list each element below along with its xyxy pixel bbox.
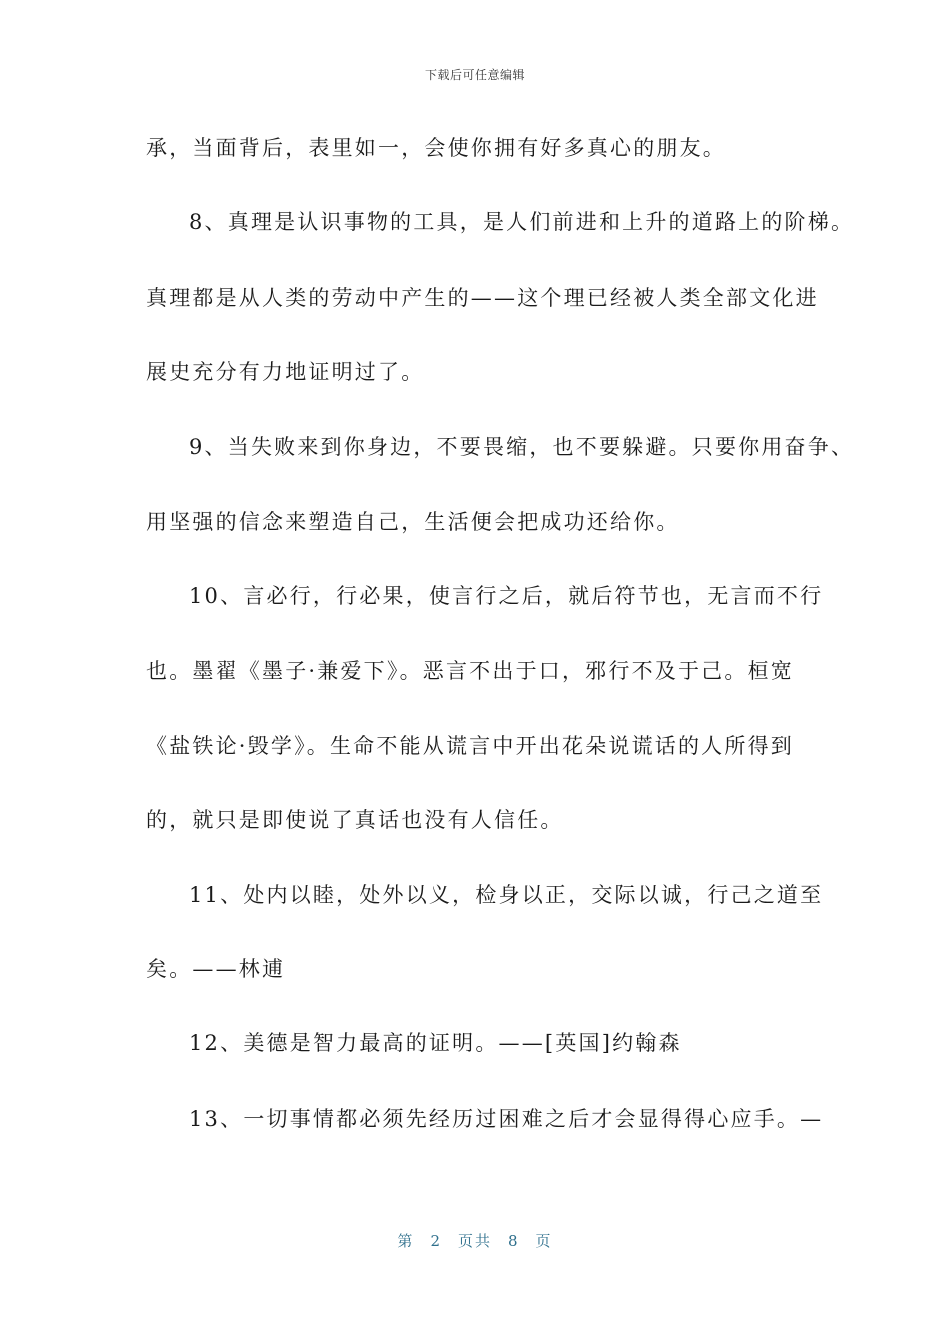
- text-line: 也。墨翟《墨子·兼爱下》。恶言不出于口，邪行不及于己。桓宽: [146, 659, 794, 683]
- text-line: 10、言必行，行必果，使言行之后，就后符节也，无言而不行: [189, 584, 824, 608]
- footer-suffix: 页: [535, 1232, 553, 1250]
- text-line: 9、当失败来到你身边，不要畏缩，也不要躲避。只要你用奋争、: [189, 435, 855, 459]
- text-line: 承，当面背后，表里如一，会使你拥有好多真心的朋友。: [146, 136, 726, 160]
- text-line: 13、一切事情都必须先经历过困难之后才会显得得心应手。—: [189, 1107, 824, 1131]
- page-footer: [0, 1230, 950, 1251]
- text-line: 8、真理是认识事物的工具，是人们前进和上升的道路上的阶梯。: [189, 210, 855, 234]
- page-header-note: 下载后可任意编辑: [424, 68, 525, 82]
- text-line: 展史充分有力地证明过了。: [146, 360, 425, 384]
- footer-middle: 页共: [457, 1232, 492, 1250]
- footer-total-pages: 8: [508, 1232, 520, 1250]
- text-line: 真理都是从人类的劳动中产生的——这个理已经被人类全部文化进: [146, 286, 819, 310]
- text-line: 用坚强的信念来塑造自己，生活便会把成功还给你。: [146, 510, 680, 534]
- text-line: 《盐铁论·毁学》。生命不能从谎言中开出花朵说谎话的人所得到: [146, 734, 794, 758]
- footer-page-number: 2: [430, 1232, 442, 1250]
- text-line: 12、美德是智力最高的证明。——[英国]约翰森: [189, 1031, 682, 1055]
- text-line: 的，就只是即使说了真话也没有人信任。: [146, 808, 564, 832]
- footer-prefix: 第: [397, 1232, 415, 1250]
- text-line: 11、处内以睦，处外以义，检身以正，交际以诚，行己之道至: [189, 883, 824, 907]
- text-line: 矣。——林逋: [146, 957, 286, 981]
